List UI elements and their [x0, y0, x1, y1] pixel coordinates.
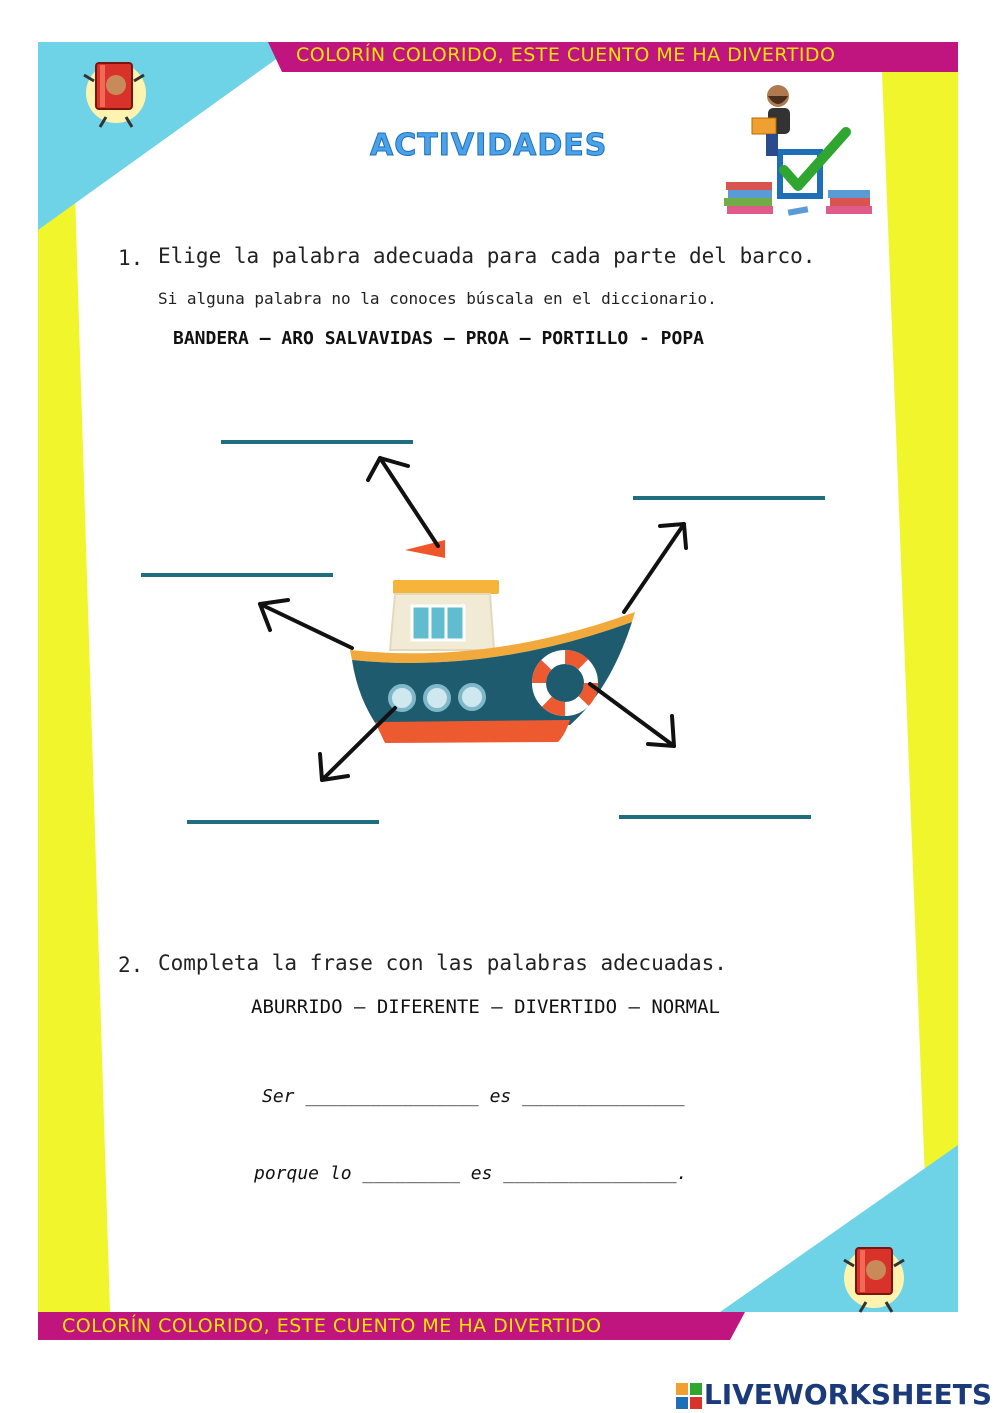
arrow-icon [260, 604, 352, 648]
question-1-text: Elige la palabra adecuada para cada parte del barco. [158, 244, 816, 268]
porthole-icon [425, 686, 449, 710]
question-2-text: Completa la frase con las palabras adecuadas. [158, 951, 727, 975]
teacher-checkmark-icon [718, 82, 878, 227]
sentence-line-1[interactable]: Ser ________________ es _______________ [262, 1086, 685, 1107]
top-banner-text: COLORÍN COLORIDO, ESTE CUENTO ME HA DIVERTIDO [296, 44, 836, 66]
question-2-word-bank: ABURRIDO – DIFERENTE – DIVERTIDO – NORMAL [251, 996, 720, 1018]
arrow-icon [624, 524, 684, 612]
right-yellow-strip [882, 72, 958, 1180]
sentence-line-2[interactable]: porque lo _________ es ________________. [254, 1163, 688, 1184]
flag-icon [405, 540, 445, 558]
book-mascot-icon [78, 55, 150, 133]
porthole-icon [460, 685, 484, 709]
bottom-banner-text: COLORÍN COLORIDO, ESTE CUENTO ME HA DIVERTIDO [62, 1315, 602, 1337]
arrow-icon [380, 458, 438, 546]
question-1-note: Si alguna palabra no la conoces búscala en el diccionario. [158, 289, 717, 308]
arrow-icon [590, 684, 674, 746]
page-title: ACTIVIDADES [370, 128, 608, 163]
arrow-icon [322, 708, 395, 780]
boat-illustration [240, 440, 710, 800]
answer-blank-lifebuoy[interactable] [619, 815, 811, 819]
book-mascot-icon [838, 1240, 910, 1318]
question-2-number: 2. [118, 953, 144, 977]
porthole-icon [390, 686, 414, 710]
question-1-number: 1. [118, 246, 144, 270]
left-yellow-strip [38, 195, 110, 1312]
watermark-text: LIVEWORKSHEETS [703, 1378, 992, 1411]
answer-blank-porthole[interactable] [187, 820, 379, 824]
liveworksheets-logo [676, 1378, 992, 1411]
question-1-word-bank: BANDERA – ARO SALVAVIDAS – PROA – PORTILLO - POPA [173, 328, 705, 349]
liveworksheets-icon [676, 1383, 702, 1409]
